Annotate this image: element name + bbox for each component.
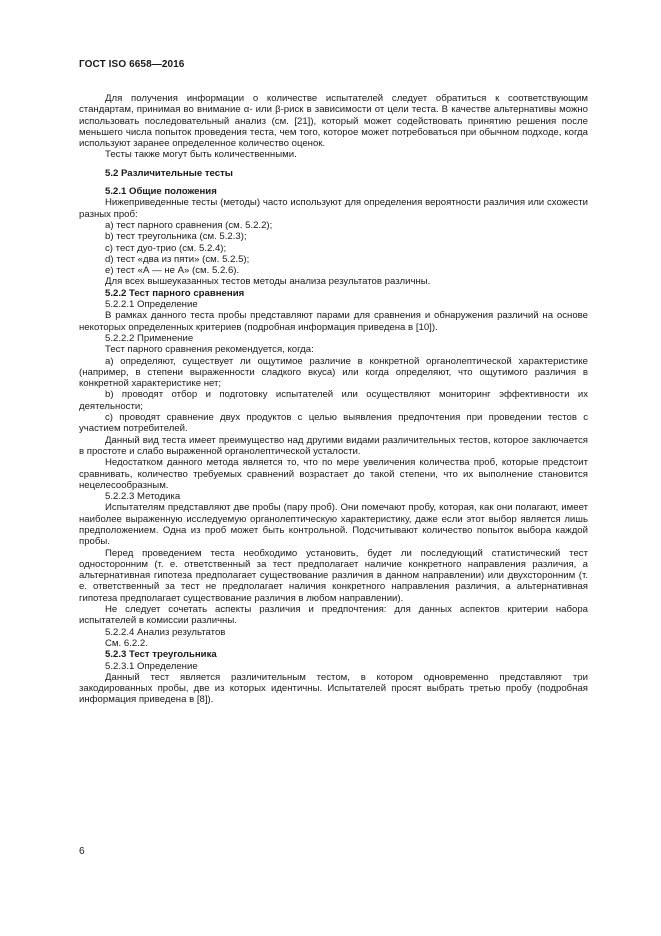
list-item: a) определяют, существует ли ощутимое различие в конкретной органолептической характеристике (например, в степени выраженности сладкого вкуса) или когда определяют, что ощутимого различия в конкретной характеристике нет; xyxy=(79,355,588,390)
page-number: 6 xyxy=(79,846,85,857)
list-item: e) тест «А — не А» (см. 5.2.6). xyxy=(105,265,240,277)
paragraph-triangle-definition: Данный тест является различительным тестом, в котором одновременно представляют три закодированных пробы, две из которых идентичны. Испытателей просят выбрать третью пробу (подробная информация приведена в [8]). xyxy=(79,671,588,706)
paragraph-sample-size: Для получения информации о количестве испытателей следует обратиться к соответствующим стандартам, принимая во внимание α- или β-риск в зависимости от цели теста. В качестве альтернативы можно использовать последовательный анализ (см. [21]), который может содействовать принятию решения после меньшего числа попыток проведения теста, чем того, которое может потребоваться при обычном подходе, когда используют заранее определенное количество оценок. xyxy=(79,93,588,150)
paragraph-statistical-test: Перед проведением теста необходимо установить, будет ли последующий статистический тест односторонним (т. е. ответственный за тест предполагает наличие конкретного направления различия, а альтернативная гипотеза предполагает существование различия в данном направлении) или двухсторонним (т. е. ответственный за тест не предполагает наличия конкретного направления различия, а альтернативная гипотеза предполагает существование различия в любом направлении). xyxy=(79,547,588,604)
list-item: a) тест парного сравнения (см. 5.2.2); xyxy=(105,219,273,231)
section-heading-5-2-1: 5.2.1 Общие положения xyxy=(105,186,217,198)
paragraph-recommendation: Тест парного сравнения рекомендуется, когда: xyxy=(105,344,314,356)
paragraph-no-combine: Не следует сочетать аспекты различия и предпочтения: для данных аспектов критерии набора испытателей в комиссии различны. xyxy=(79,604,588,627)
subsection-heading: 5.2.2.3 Методика xyxy=(105,491,181,503)
subsection-heading: 5.2.2.1 Определение xyxy=(105,299,198,311)
paragraph-procedure: Испытателям представляют две пробы (пару проб). Они помечают пробу, которая, как они полагают, имеет наиболее выраженную исследуемую органолептическую характеристику, даже если этот выбор является лишь предположением. Одна из проб может быть контрольной. Подсчитывают количество попыток выбора каждой пробы. xyxy=(79,502,588,548)
section-heading-5-2-2: 5.2.2 Тест парного сравнения xyxy=(105,287,245,299)
paragraph-disadvantage: Недостатком данного метода является то, что по мере увеличения количества проб, которые предстоит сравнивать, количество требуемых сравнений возрастает до такой степени, что их выполнение становится нецелесообразным. xyxy=(79,457,588,491)
list-item: b) проводят отбор и подготовку испытателей или осуществляют мониторинг эффективности их деятельности; xyxy=(79,389,588,412)
section-heading-5-2: 5.2 Различительные тесты xyxy=(105,167,233,179)
page-header: ГОСТ ISO 6658—2016 xyxy=(79,59,185,70)
list-item: b) тест треугольника (см. 5.2.3); xyxy=(105,231,247,243)
subsection-heading: 5.2.2.2 Применение xyxy=(105,332,194,344)
paragraph-tests-intro: Нижеприведенные тесты (методы) часто используют для определения вероятности различия или схожести разных проб: xyxy=(79,197,588,220)
section-heading-5-2-3: 5.2.3 Тест треугольника xyxy=(105,649,217,661)
paragraph-see-reference: См. 6.2.2. xyxy=(105,637,148,649)
list-item: c) тест дуо-трио (см. 5.2.4); xyxy=(105,242,227,254)
subsection-heading: 5.2.2.4 Анализ результатов xyxy=(105,626,226,638)
paragraph-advantage: Данный вид теста имеет преимущество над другими видами различительных тестов, которое заключается в простоте и слабо выраженной органолептической усталости. xyxy=(79,434,588,457)
list-item: d) тест «два из пяти» (см. 5.2.5); xyxy=(105,253,250,265)
subsection-heading: 5.2.3.1 Определение xyxy=(105,660,198,672)
paragraph-quantitative: Тесты также могут быть количественными. xyxy=(105,149,297,161)
list-item: c) проводят сравнение двух продуктов с целью выявления предпочтения при проведении тестов с участием потребителей. xyxy=(79,412,588,435)
document-body xyxy=(79,93,588,706)
paragraph-definition: В рамках данного теста пробы представляют парами для сравнения и обнаружения различий на основе некоторых определенных критериев (подробная информация приведена в [10]). xyxy=(79,310,588,333)
paragraph-analysis-methods: Для всех вышеуказанных тестов методы анализа результатов различны. xyxy=(105,276,431,288)
